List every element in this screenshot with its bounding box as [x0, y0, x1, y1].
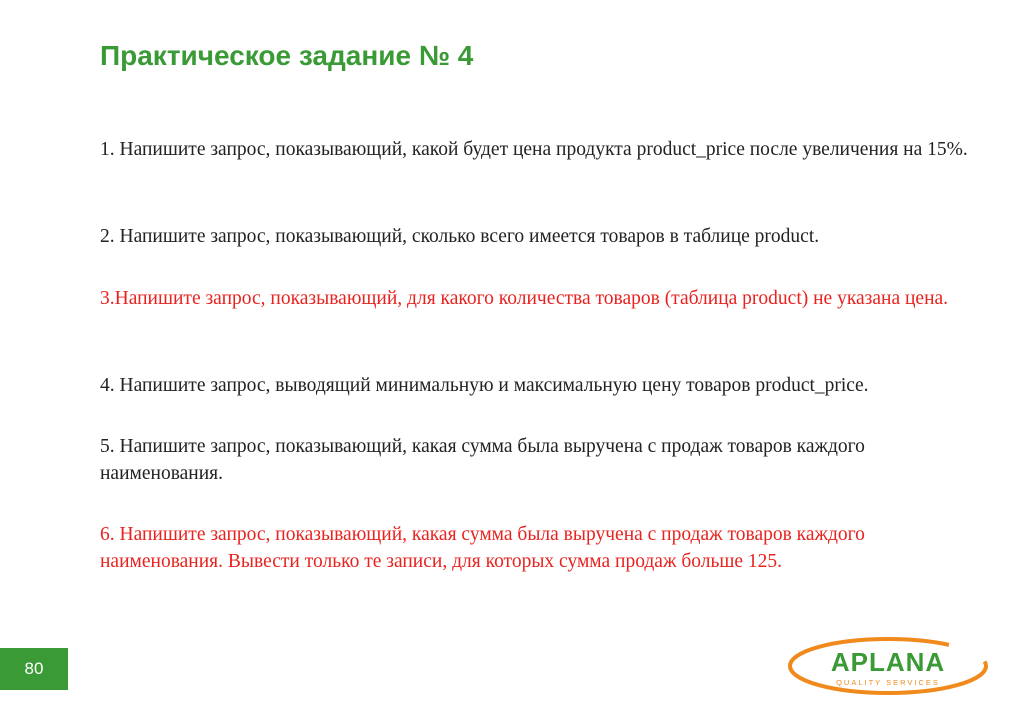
slide-title: Практическое задание № 4	[100, 40, 474, 71]
task-item-4: 4. Напишите запрос, выводящий минимальную и максимальную цену товаров product_price.	[100, 375, 869, 396]
task-item-1: 1. Напишите запрос, показывающий, какой будет цена продукта product_price после увеличения на 15%.	[100, 139, 968, 160]
page-number: 80	[0, 648, 68, 690]
task-item-6: 6. Напишите запрос, показывающий, какая сумма была выручена с продаж товаров каждого наименования. Вывести только те записи, для которых сумма продаж больше 125.	[100, 524, 865, 572]
logo-tagline: QUALITY SERVICES	[836, 678, 940, 687]
task-item-5: 5. Напишите запрос, показывающий, какая сумма была выручена с продаж товаров каждого наименования.	[100, 436, 865, 484]
logo-name: APLANA	[830, 647, 946, 677]
task-item-3: 3.Напишите запрос, показывающий, для какого количества товаров (таблица product) не указана цена.	[100, 288, 949, 309]
aplana-logo	[786, 636, 990, 696]
task-item-2: 2. Напишите запрос, показывающий, сколько всего имеется товаров в таблице product.	[100, 226, 820, 247]
